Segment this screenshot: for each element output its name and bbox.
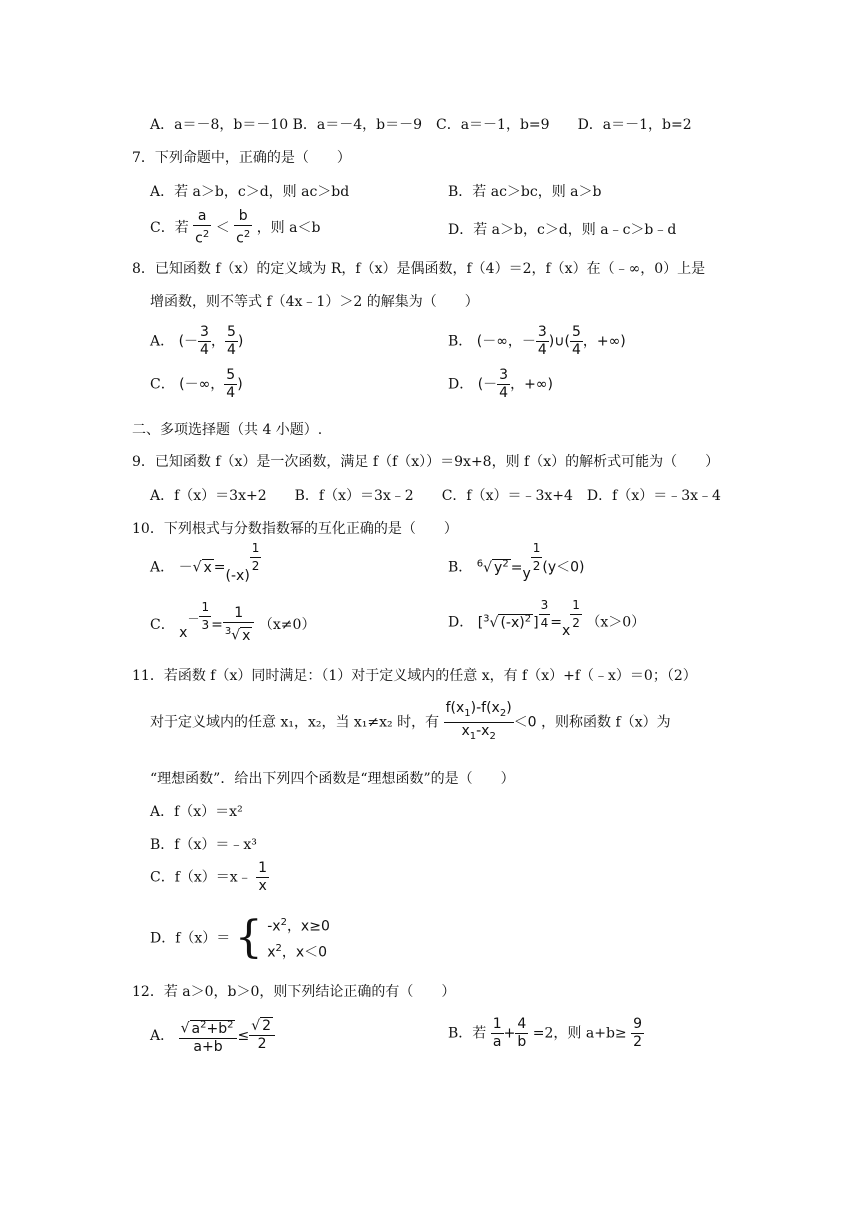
option-label: A．	[150, 1027, 175, 1044]
q11-option-c: C．f（x）＝x﹣ $\frac{1}{x}$	[150, 860, 268, 894]
option-label: B．	[448, 333, 473, 350]
q10-option-d: D． [$^3$√ $(-x)^2$ ] $\frac{3}{4}$ =x $\frac{1}{2}$ （x＞0）	[448, 598, 646, 639]
q7-c-suffix: ，则 a＜b	[256, 219, 321, 236]
q12-option-a: A． $\frac{√ a^2+b^2}{a+b}$ ≤ $\frac{√ 2}{2}$	[150, 1016, 275, 1056]
q8-option-b: B． (－∞，－ $\frac{3}{4}$ )∪( $\frac{5}{4}$ ，+∞)	[448, 324, 626, 358]
q10-stem: 10．下列根式与分数指数幂的互化正确的是（ ）	[132, 521, 458, 537]
option-label: A．	[150, 333, 175, 350]
q11-option-b: B．f（x）＝﹣x³	[150, 837, 257, 853]
q11-stem2a: 对于定义域内的任意 x₁，x₂，当 x₁≠x₂ 时，有	[150, 714, 440, 731]
section-heading: 二、多项选择题（共 4 小题）.	[132, 422, 323, 438]
option-label: D．	[448, 376, 474, 393]
q10-c-condition: （x≠0）	[258, 616, 316, 633]
q7-option-a: A．若 a＞b，c＞d，则 ac＞bd	[150, 184, 350, 200]
option-label: B．	[448, 559, 473, 576]
q7-c-prefix: C．若	[150, 219, 189, 236]
q8-option-c: C． (－∞， $\frac{5}{4}$ )	[150, 367, 243, 401]
q9-stem: 9．已知函数 f（x）是一次函数，满足 f（f（x））＝9x+8，则 f（x）的解析式可能为（ ）	[132, 454, 720, 470]
q11-stem-line3: “理想函数”．给出下列四个函数是“理想函数”的是（ ）	[150, 771, 515, 787]
q11-d-prefix: D．f（x）＝	[150, 930, 231, 947]
q7-option-b: B．若 ac＞bc，则 a＞b	[448, 184, 602, 200]
fraction: $\frac{b}{c^2}$	[236, 208, 251, 247]
q10-option-a: A． －√ x =(-x) $\frac{1}{2}$	[150, 541, 260, 584]
option-label: C．	[150, 376, 175, 393]
q10-option-c: C． x－ $\frac{1}{3}$ = $\frac{1}{^3√ x}$ （x≠0）	[150, 600, 316, 644]
q9-options: A．f（x）＝3x+2 B．f（x）＝3x﹣2 C．f（x）＝﹣3x+4 D．f（x）＝﹣3x﹣4	[150, 488, 721, 504]
fraction: $\frac{f(x_1)-f(x_2)}{x_1-x_2}$	[445, 700, 512, 742]
q10-d-condition: （x＞0）	[586, 614, 646, 631]
q12-b-suffix: =2，则 a+b≥	[532, 1025, 627, 1042]
q8-stem-line1: 8．已知函数 f（x）的定义域为 R，f（x）是偶函数，f（4）＝2，f（x）在（﹣∞，0）上是	[132, 261, 706, 277]
q8-option-d: D． (－ $\frac{3}{4}$ ，+∞)	[448, 367, 553, 401]
q11-option-d: D．f（x）＝ { $-x^2$，x≥0 $x^2$，x＜0	[150, 911, 330, 963]
q11-stem2b: ，则称函数 f（x）为	[541, 714, 671, 731]
q12-b-prefix: B．若	[448, 1025, 487, 1042]
q6-options: A．a＝－8，b＝－10 B．a＝－4，b＝－9 C．a＝－1，b=9 D．a＝－1，b=2	[150, 117, 692, 133]
option-label: D．	[448, 614, 474, 631]
q11-stem-line1: 11．若函数 f（x）同时满足：（1）对于定义域内的任意 x，有 f（x）+f（﹣x）＝0；（2）	[132, 668, 697, 684]
q12-stem: 12．若 a＞0，b＞0，则下列结论正确的有（ ）	[132, 984, 456, 1000]
q11-c-prefix: C．f（x）＝x﹣	[150, 869, 252, 886]
option-label: C．	[150, 616, 175, 633]
q11-option-a: A．f（x）＝x²	[150, 804, 243, 820]
q7-option-d: D．若 a＞b，c＞d，则 a﹣c＞b﹣d	[448, 222, 677, 238]
q8-stem-line2: 增函数，则不等式 f（4x﹣1）＞2 的解集为（ ）	[150, 294, 479, 310]
q11-stem-line2: 对于定义域内的任意 x₁，x₂，当 x₁≠x₂ 时，有 $\frac{f(x_1)-f(x_2)}{x_1-x_2}$ ＜0 ，则称函数 f（x）为	[150, 700, 671, 745]
q7-stem: 7．下列命题中，正确的是（ ）	[132, 150, 351, 166]
q12-option-b: B．若 $\frac{1}{a}$ + $\frac{4}{b}$ =2，则 a+b≥ $\frac{9}{2}$	[448, 1016, 643, 1050]
q10-option-b: B． $^6$√ $y^2 =y$ $\frac{1}{2}$ (y＜0)	[448, 541, 585, 582]
fraction: $\frac{a}{c^2}$	[195, 208, 210, 247]
q7-option-c: C．若 $\frac{a}{c^2}$ ＜ $\frac{b}{c^2}$ ，则 a＜b	[150, 208, 321, 247]
q8-option-a: A． (－ $\frac{3}{4}$ ， $\frac{5}{4}$ )	[150, 324, 244, 358]
option-label: A．	[150, 559, 175, 576]
